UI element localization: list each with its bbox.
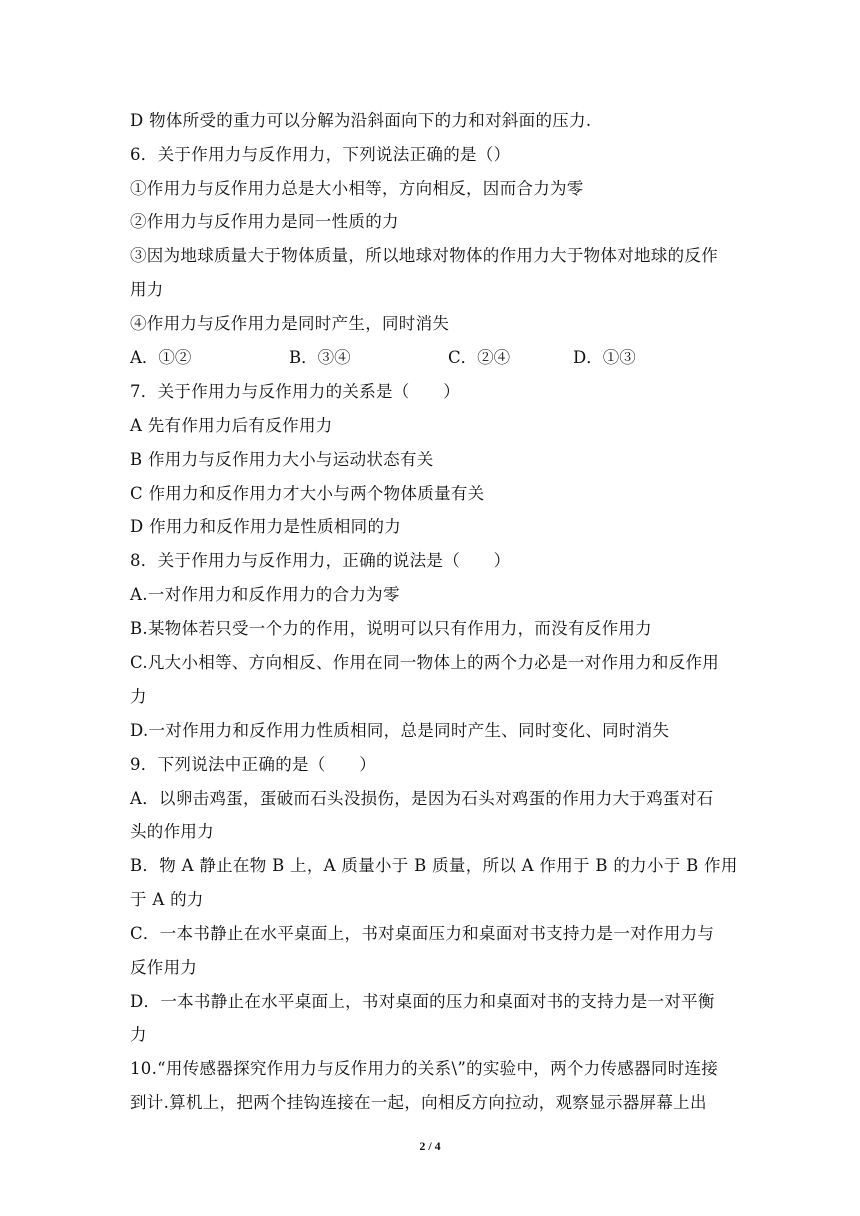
q6-option-d: D．①③ (573, 348, 636, 367)
q9-option-b-line-2: 于 A 的力 (130, 890, 204, 909)
q6-statement-1: ①作用力与反作用力总是大小相等，方向相反，因而合力为零 (130, 179, 584, 198)
q9-option-b-line-1: B．物 A 静止在物 B 上，A 质量小于 B 质量，所以 A 作用于 B 的力小于 B 作用 (130, 856, 738, 875)
q8-option-b: B.某物体若只受一个力的作用，说明可以只有作用力，而没有反作用力 (130, 619, 652, 638)
q7-option-a: A 先有作用力后有反作用力 (130, 416, 333, 435)
q10-stem-line-1: 10.“用传感器探究作用力与反作用力的关系\”的实验中，两个力传感器同时连接 (130, 1059, 719, 1078)
q6-options (130, 346, 730, 370)
q6-statement-3-line-2: 用力 (130, 280, 164, 299)
q6-statement-3-line-1: ③因为地球质量大于物体质量，所以地球对物体的作用力大于物体对地球的反作 (130, 246, 718, 265)
page-number: 2 / 4 (419, 1139, 441, 1153)
q7-option-c: C 作用力和反作用力才大小与两个物体质量有关 (130, 484, 485, 503)
q9-option-a-line-2: 头的作用力 (130, 822, 214, 841)
q8-option-d: D.一对作用力和反作用力性质相同，总是同时产生、同时变化、同时消失 (130, 721, 670, 740)
q9-option-d-line-1: D．一本书静止在水平桌面上，书对桌面的压力和桌面对书的支持力是一对平衡 (130, 992, 715, 1011)
q6-option-a: A．①② (130, 348, 192, 367)
q8-option-c-line-1: C.凡大小相等、方向相反、作用在同一物体上的两个力必是一对作用力和反作用 (130, 653, 720, 672)
q6-statement-2: ②作用力与反作用力是同一性质的力 (130, 212, 399, 231)
q6-option-c: C．②④ (448, 348, 511, 367)
q9-stem: 9．下列说法中正确的是（ ） (130, 755, 376, 774)
q7-option-d: D 作用力和反作用力是性质相同的力 (130, 517, 402, 536)
q5-option-d: D 物体所受的重力可以分解为沿斜面向下的力和对斜面的压力. (130, 111, 592, 130)
q8-option-c-line-2: 力 (130, 687, 147, 706)
q8-option-a: A.一对作用力和反作用力的合力为零 (130, 585, 400, 604)
q9-option-c-line-1: C．一本书静止在水平桌面上，书对桌面压力和桌面对书支持力是一对作用力与 (130, 924, 715, 943)
q8-stem: 8．关于作用力与反作用力，正确的说法是（ ） (130, 551, 511, 570)
q6-stem: 6．关于作用力与反作用力，下列说法正确的是（） (130, 145, 511, 164)
q7-option-b: B 作用力与反作用力大小与运动状态有关 (130, 450, 434, 469)
q10-stem-line-2: 到计.算机上，把两个挂钩连接在一起，向相反方向拉动，观察显示器屏幕上出 (130, 1093, 707, 1112)
q6-statement-4: ④作用力与反作用力是同时产生，同时消失 (130, 314, 450, 333)
q9-option-a-line-1: A．以卵击鸡蛋，蛋破而石头没损伤，是因为石头对鸡蛋的作用力大于鸡蛋对石 (130, 789, 714, 808)
q6-option-b: B．③④ (289, 348, 351, 367)
q7-stem: 7．关于作用力与反作用力的关系是（ ） (130, 382, 460, 401)
q9-option-d-line-2: 力 (130, 1025, 147, 1044)
q9-option-c-line-2: 反作用力 (130, 958, 198, 977)
